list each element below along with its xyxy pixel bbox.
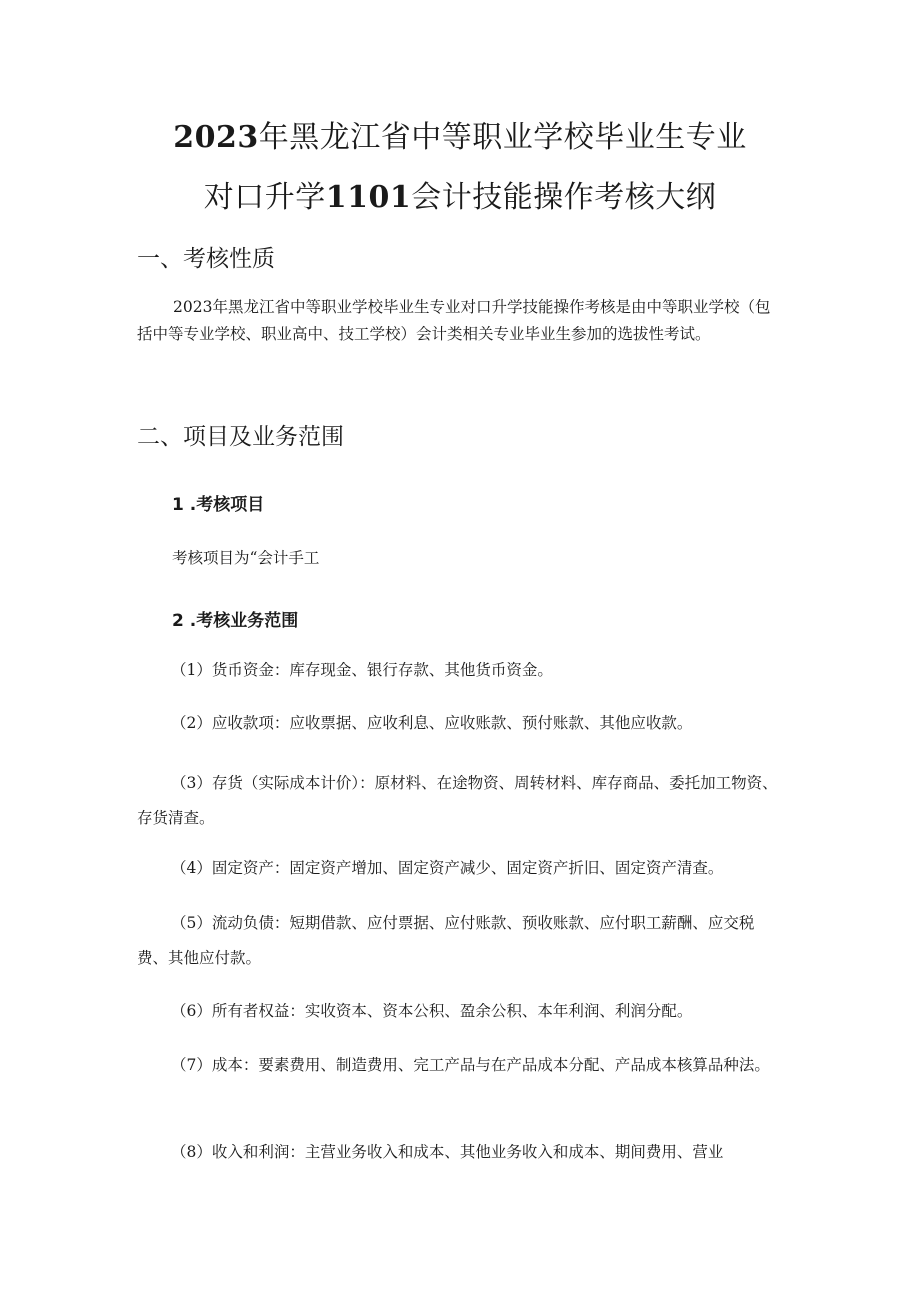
scope-item-text: （3）存货（实际成本计价）：原材料、在途物资、周转材料、库存商品、委托加工物资、存货清查。 (137, 774, 778, 827)
document-title-line-1 (0, 112, 920, 156)
scope-item-text: （6）所有者权益：实收资本、资本公积、盈余公积、本年利润、利润分配。 (171, 1002, 693, 1020)
scope-item-text: （4）固定资产：固定资产增加、固定资产减少、固定资产折旧、固定资产清查。 (171, 859, 724, 877)
scope-item-text: （8）收入和利润：主营业务收入和成本、其他业务收入和成本、期间费用、营业 (171, 1143, 724, 1161)
scope-item-text: （5）流动负债：短期借款、应付票据、应付账款、预收账款、应付职工薪酬、应交税费、其他应付款。 (137, 914, 755, 967)
scope-item (137, 706, 785, 741)
scope-item-text: （7）成本：要素费用、制造费用、完工产品与在产品成本分配、产品成本核算品种法。 (171, 1056, 770, 1074)
scope-item (137, 1135, 785, 1170)
scope-item-text: （1）货币资金：库存现金、银行存款、其他货币资金。 (171, 661, 553, 679)
title-year: 2023 (173, 120, 259, 155)
title-line-2-prefix: 对口升学 (203, 180, 326, 215)
scope-item (137, 653, 785, 688)
title-code: 1101 (325, 180, 412, 215)
scope-item (137, 994, 785, 1029)
scope-item (137, 906, 785, 976)
scope-item (137, 851, 785, 886)
section-paragraph-nature (137, 294, 785, 347)
scope-item-text: （2）应收款项：应收票据、应收利息、应收账款、预付账款、其他应收款。 (171, 714, 693, 732)
scope-item (137, 766, 785, 836)
section-heading-scope: 二、项目及业务范围 (137, 424, 344, 450)
subheading-exam-scope: 2 .考核业务范围 (172, 611, 299, 631)
title-line-2-suffix: 会计技能操作考核大纲 (411, 180, 717, 215)
title-line-1-text: 年黑龙江省中等职业学校毕业生专业 (258, 120, 747, 155)
scope-item (137, 1048, 785, 1083)
subheading-exam-project: 1 .考核项目 (172, 495, 265, 515)
document-title-line-2 (0, 172, 920, 216)
section-heading-nature: 一、考核性质 (137, 246, 275, 272)
exam-project-text: 考核项目为“会计手工 (172, 549, 320, 567)
nature-text: 2023年黑龙江省中等职业学校毕业生专业对口升学技能操作考核是由中等职业学校（包括中等专业学校、职业高中、技工学校）会计类相关专业毕业生参加的选拔性考试。 (137, 298, 771, 343)
